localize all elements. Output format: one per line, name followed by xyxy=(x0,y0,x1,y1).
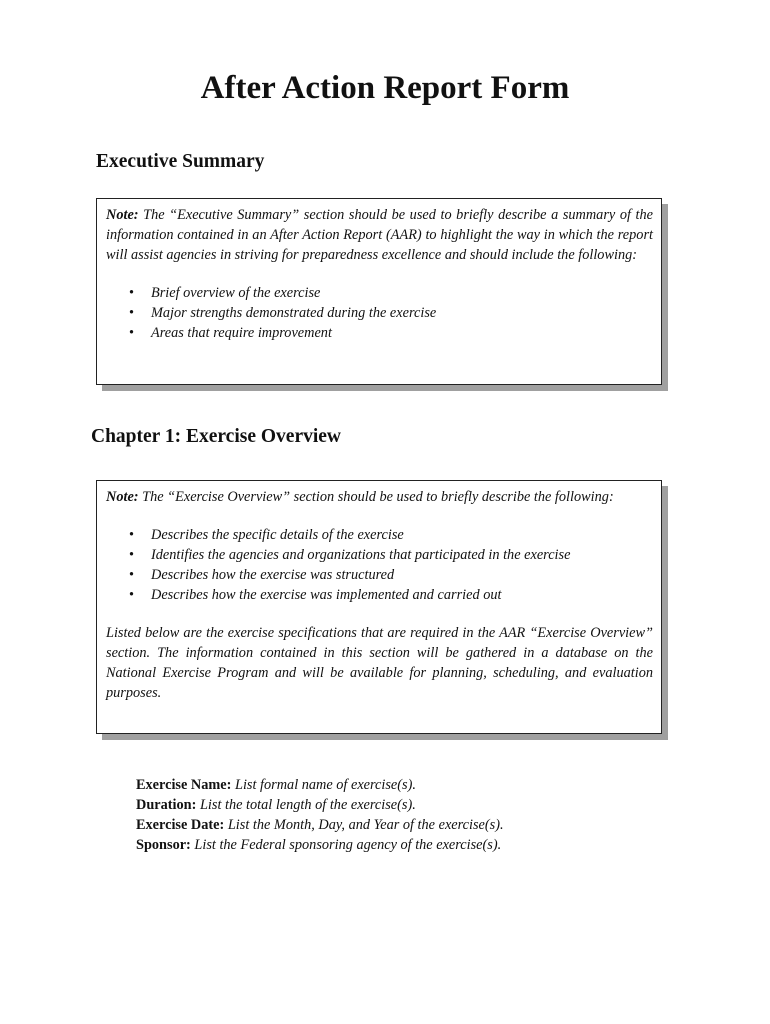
spec-label: Sponsor: xyxy=(136,837,191,853)
list-item: • Identifies the agencies and organizations that participated in the exercise xyxy=(151,545,653,565)
note-label: Note: xyxy=(106,489,139,505)
executive-summary-note-box xyxy=(96,198,662,385)
page-title: After Action Report Form xyxy=(200,70,570,106)
spec-value: List the Federal sponsoring agency of the exercise(s). xyxy=(194,837,502,853)
spec-exercise-name xyxy=(136,775,504,795)
spec-exercise-date xyxy=(136,815,504,835)
spec-label: Exercise Date: xyxy=(136,817,225,833)
exercise-overview-paragraph: Listed below are the exercise specifications that are required in the AAR “Exercise Overview” section. The information contained in this section will be gathered in a database on the National Exercise Program and will be available for planning, scheduling, and evaluation purposes. xyxy=(106,625,653,701)
list-item: • Brief overview of the exercise xyxy=(151,283,653,303)
executive-summary-note xyxy=(106,205,653,265)
spec-label: Duration: xyxy=(136,797,197,813)
spec-value: List the Month, Day, and Year of the exercise(s). xyxy=(227,817,504,833)
spec-value: List formal name of exercise(s). xyxy=(235,777,416,793)
exercise-overview-bullet-list xyxy=(106,525,653,605)
spec-label: Exercise Name: xyxy=(136,777,232,793)
list-item: • Describes how the exercise was implemented and carried out xyxy=(151,585,653,605)
executive-summary-bullet-list xyxy=(106,283,653,343)
exercise-specifications xyxy=(136,775,504,855)
exercise-overview-note xyxy=(106,487,653,507)
spec-sponsor xyxy=(136,835,504,855)
list-item: • Areas that require improvement xyxy=(151,323,653,343)
note-text: The “Executive Summary” section should be used to briefly describe a summary of the information contained in an After Action Report (AAR) to highlight the way in which the report will assist agencies in striving for preparedness excellence and should include the following: xyxy=(106,207,653,263)
list-item: • Major strengths demonstrated during the exercise xyxy=(151,303,653,323)
exercise-overview-note-box xyxy=(96,480,662,734)
executive-summary-heading: Executive Summary xyxy=(96,151,265,172)
spec-value: List the total length of the exercise(s). xyxy=(199,797,416,813)
chapter-1-heading: Chapter 1: Exercise Overview xyxy=(91,426,342,447)
note-label: Note: xyxy=(106,207,139,223)
list-item: • Describes how the exercise was structured xyxy=(151,565,653,585)
spec-duration xyxy=(136,795,504,815)
note-text: The “Exercise Overview” section should be used to briefly describe the following: xyxy=(142,489,614,505)
list-item: • Describes the specific details of the exercise xyxy=(151,525,653,545)
